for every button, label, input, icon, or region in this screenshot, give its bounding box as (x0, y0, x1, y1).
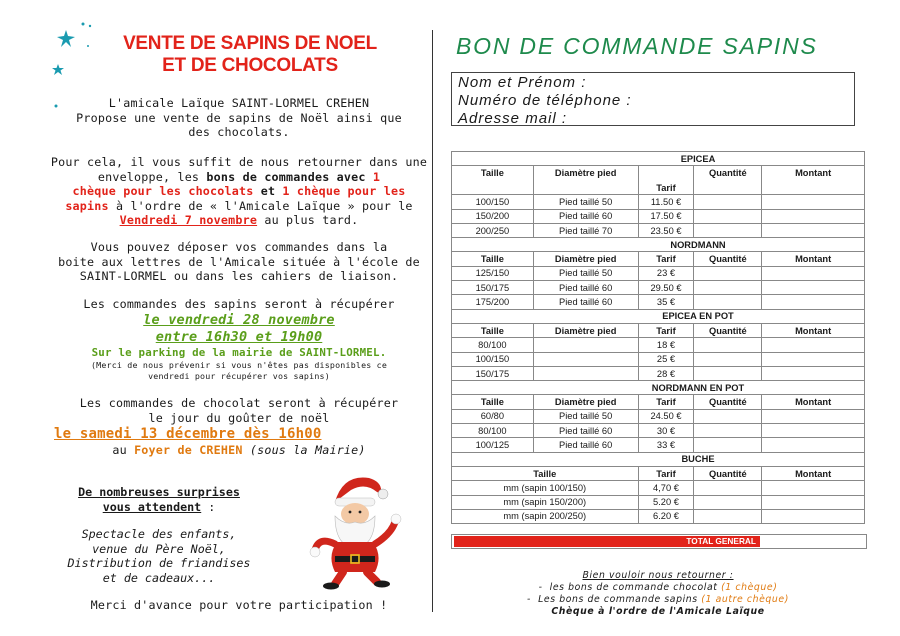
footer-line: Chèque à l'ordre de l'Amicale Laïque (551, 606, 765, 617)
quantity-cell[interactable] (694, 409, 762, 423)
table-row (452, 352, 865, 366)
amount-cell[interactable] (762, 195, 865, 209)
header-row (452, 395, 865, 409)
col-header: Tarif (638, 166, 694, 195)
diameter-cell (533, 366, 638, 380)
amount-cell[interactable] (762, 281, 865, 295)
table-row (452, 438, 865, 452)
price-cell: 33 € (638, 438, 694, 452)
size-cell: 100/125 (452, 438, 534, 452)
col-header: Quantité (694, 395, 762, 409)
price-cell: 29.50 € (638, 281, 694, 295)
footer-line: - les bons de commande chocolat (1 chèque) (538, 582, 778, 593)
surprise-line: De nombreuses surprises (78, 485, 240, 499)
section-title: NORDMANN (452, 238, 865, 252)
column-divider (432, 30, 433, 612)
table-row (452, 266, 865, 280)
size-cell: mm (sapin 100/150) (452, 481, 639, 495)
table-row (452, 481, 865, 495)
section-header-nordmann (452, 238, 865, 252)
text: au (112, 443, 135, 457)
surprise-item: et de cadeaux... (102, 570, 216, 585)
instruction-line (40, 199, 438, 214)
pickup-line: Les commandes des sapins seront à récupérer (83, 297, 395, 311)
amount-cell[interactable] (762, 495, 865, 509)
amount-cell[interactable] (762, 223, 865, 237)
header-row (452, 323, 865, 337)
section-header-nordmann-pot (452, 381, 865, 395)
col-header: Diamètre pied (533, 252, 638, 266)
section-title: BUCHE (452, 452, 865, 466)
diameter-cell: Pied taillé 60 (533, 424, 638, 438)
price-cell: 35 € (638, 295, 694, 309)
col-header: Montant (762, 395, 865, 409)
quantity-cell[interactable] (694, 195, 762, 209)
text: sapins (65, 198, 109, 213)
table-row (452, 195, 865, 209)
size-cell: 125/150 (452, 266, 534, 280)
diameter-cell: Pied taillé 50 (533, 266, 638, 280)
quantity-cell[interactable] (694, 495, 762, 509)
surprise-item: venue du Père Noël, (92, 541, 226, 556)
price-cell: 17.50 € (638, 209, 694, 223)
size-cell: 80/100 (452, 424, 534, 438)
section-title: NORDMANN EN POT (452, 381, 865, 395)
diameter-cell: Pied taillé 60 (533, 209, 638, 223)
amount-cell[interactable] (762, 509, 865, 523)
table-row (452, 223, 865, 237)
table-row (452, 209, 865, 223)
instruction-line (40, 170, 438, 185)
santa-claus-icon (305, 472, 405, 590)
total-label: TOTAL GENERAL (454, 536, 760, 547)
table-row (452, 366, 865, 380)
order-form-title: BON DE COMMANDE SAPINS (456, 33, 818, 59)
size-cell: 100/150 (452, 352, 534, 366)
amount-cell[interactable] (762, 352, 865, 366)
text: Les bons de commande sapins (538, 594, 702, 605)
diameter-cell (533, 352, 638, 366)
amount-cell[interactable] (762, 266, 865, 280)
pickup-sapins (40, 297, 438, 381)
price-cell: 24.50 € (638, 409, 694, 423)
intro-line: L'amicale Laïque SAINT-LORMEL CREHEN (108, 96, 370, 110)
col-header: Montant (762, 323, 865, 337)
diameter-cell: Pied taillé 70 (533, 223, 638, 237)
section-title: EPICEA EN POT (452, 309, 865, 323)
title-line-2: ET DE CHOCOLATS (162, 55, 338, 76)
col-header: Quantité (694, 323, 762, 337)
col-header: Diamètre pied (533, 166, 638, 195)
col-header: Quantité (694, 166, 762, 195)
text: et (253, 184, 283, 198)
chocolate-place: Foyer de CREHEN (134, 443, 243, 457)
deposit-line: boite aux lettres de l'Amicale située à l'école de (58, 254, 420, 269)
text: 1 chèque pour les (282, 184, 406, 198)
size-cell: 150/175 (452, 281, 534, 295)
quantity-cell[interactable] (694, 338, 762, 352)
quantity-cell[interactable] (694, 481, 762, 495)
quantity-cell[interactable] (694, 352, 762, 366)
diameter-cell (533, 338, 638, 352)
intro-paragraph (40, 96, 438, 140)
chocolate-place-line (40, 443, 438, 458)
text: enveloppe, les (97, 169, 207, 184)
surprise-item: Spectacle des enfants, (81, 527, 237, 541)
surprise-item: Distribution de friandises (67, 556, 251, 570)
section-header-epicea-pot (452, 309, 865, 323)
quantity-cell[interactable] (694, 438, 762, 452)
table-row (452, 338, 865, 352)
surprise-line: vous attendent (102, 499, 202, 514)
size-cell: 60/80 (452, 409, 534, 423)
text: les bons de commande chocolat (549, 582, 722, 593)
col-header: Taille (452, 466, 639, 480)
customer-info-box[interactable] (451, 72, 855, 126)
pickup-note: (Merci de nous prévenir si vous n'êtes pas disponibles ce (90, 360, 388, 370)
col-header: Montant (762, 166, 865, 195)
section-header-buche (452, 452, 865, 466)
size-cell: 80/100 (452, 338, 534, 352)
diameter-cell: Pied taillé 60 (533, 281, 638, 295)
amount-cell[interactable] (762, 424, 865, 438)
deposit-line: Vous pouvez déposer vos commandes dans la (90, 240, 388, 254)
col-header: Tarif (638, 323, 694, 337)
size-cell: 150/175 (452, 366, 534, 380)
intro-line: des chocolats. (188, 125, 290, 139)
left-title (100, 33, 400, 77)
price-cell: 23 € (638, 266, 694, 280)
text: à l'ordre de « l'Amicale Laïque » pour le (108, 198, 413, 213)
pickup-chocolats (40, 396, 438, 425)
price-cell: 11.50 € (638, 195, 694, 209)
col-header: Tarif (638, 252, 694, 266)
pickup-place: Sur le parking de la mairie de SAINT-LORMEL. (91, 345, 387, 359)
santa-illustration (305, 472, 405, 590)
col-header: Montant (762, 466, 865, 480)
pickup-time: entre 16h30 et 19h00 (155, 328, 323, 345)
name-field-label: Nom et Prénom : (458, 74, 587, 91)
price-cell: 30 € (638, 424, 694, 438)
section-title: EPICEA (452, 152, 865, 166)
text: bons de commandes avec (206, 169, 373, 184)
col-header: Taille (452, 166, 534, 195)
quantity-cell[interactable] (694, 266, 762, 280)
col-header: Taille (452, 395, 534, 409)
surprise-list (54, 527, 264, 585)
text: : (201, 499, 216, 514)
col-header: Diamètre pied (533, 323, 638, 337)
quantity-cell[interactable] (694, 509, 762, 523)
quantity-cell[interactable] (694, 209, 762, 223)
footer-line: - Les bons de commande sapins (1 autre chèque) (527, 594, 789, 605)
text: (1 chèque) (721, 582, 778, 593)
amount-cell[interactable] (762, 295, 865, 309)
instruction-line: Pour cela, il vous suffit de nous retourner dans une (50, 155, 428, 169)
surprises-heading (54, 485, 264, 514)
quantity-cell[interactable] (694, 281, 762, 295)
text: (1 autre chèque) (701, 594, 789, 605)
col-header: Quantité (694, 252, 762, 266)
header-row (452, 166, 865, 195)
table-row (452, 409, 865, 423)
price-cell: 6.20 € (638, 509, 694, 523)
col-header: Taille (452, 252, 534, 266)
chocolate-line: le jour du goûter de noël (148, 410, 330, 425)
deposit-line: SAINT-LORMEL ou dans les cahiers de liaison. (79, 269, 399, 283)
size-cell: 200/250 (452, 223, 534, 237)
amount-cell[interactable] (762, 338, 865, 352)
pickup-note: vendredi pour récupérer vos sapins) (148, 370, 330, 381)
price-cell: 25 € (638, 352, 694, 366)
thanks-line: Merci d'avance pour votre participation ! (90, 598, 388, 612)
col-header: Diamètre pied (533, 395, 638, 409)
diameter-cell: Pied taillé 50 (533, 409, 638, 423)
deposit-paragraph (40, 240, 438, 284)
pickup-date: le vendredi 28 novembre (143, 311, 335, 328)
title-line-1: VENTE DE SAPINS DE NOEL (123, 33, 377, 54)
quantity-cell[interactable] (694, 424, 762, 438)
instruction-line (40, 213, 438, 228)
amount-cell[interactable] (762, 481, 865, 495)
deadline-date: Vendredi 7 novembre (119, 213, 258, 227)
quantity-cell[interactable] (694, 295, 762, 309)
text: chèque pour les chocolats (72, 184, 254, 198)
amount-cell[interactable] (762, 366, 865, 380)
col-header: Tarif (638, 395, 694, 409)
col-header: Taille (452, 323, 534, 337)
diameter-cell: Pied taillé 60 (533, 295, 638, 309)
col-header: Montant (762, 252, 865, 266)
total-row[interactable] (451, 534, 867, 549)
size-cell: 150/200 (452, 209, 534, 223)
order-table (451, 151, 865, 524)
text: au plus tard. (257, 213, 359, 227)
phone-field-label: Numéro de téléphone : (458, 92, 632, 109)
intro-line: Propose une vente de sapins de Noël ainsi que (76, 110, 402, 125)
price-cell: 23.50 € (638, 223, 694, 237)
table-row (452, 509, 865, 523)
size-cell: mm (sapin 150/200) (452, 495, 639, 509)
price-cell: 18 € (638, 338, 694, 352)
footer-instructions (451, 570, 865, 618)
instruction-line (40, 184, 438, 199)
email-field-label: Adresse mail : (458, 110, 568, 127)
quantity-cell[interactable] (694, 366, 762, 380)
size-cell: mm (sapin 200/250) (452, 509, 639, 523)
text: (sous la Mairie) (242, 443, 366, 457)
price-cell: 28 € (638, 366, 694, 380)
price-cell: 5.20 € (638, 495, 694, 509)
amount-cell[interactable] (762, 438, 865, 452)
size-cell: 100/150 (452, 195, 534, 209)
table-row (452, 281, 865, 295)
amount-cell[interactable] (762, 409, 865, 423)
table-row (452, 295, 865, 309)
diameter-cell: Pied taillé 60 (533, 438, 638, 452)
table-row (452, 495, 865, 509)
header-row (452, 252, 865, 266)
header-row (452, 466, 865, 480)
text: 1 (372, 169, 381, 184)
price-cell: 4,70 € (638, 481, 694, 495)
amount-cell[interactable] (762, 209, 865, 223)
section-header-epicea (452, 152, 865, 166)
diameter-cell: Pied taillé 50 (533, 195, 638, 209)
footer-line: Bien vouloir nous retourner : (582, 570, 734, 581)
chocolate-date: le samedi 13 décembre dès 16h00 (54, 426, 322, 442)
col-header: Tarif (638, 466, 694, 480)
chocolate-line: Les commandes de chocolat seront à récupérer (79, 396, 399, 410)
col-header: Quantité (694, 466, 762, 480)
size-cell: 175/200 (452, 295, 534, 309)
table-row (452, 424, 865, 438)
quantity-cell[interactable] (694, 223, 762, 237)
order-instructions (40, 155, 438, 228)
